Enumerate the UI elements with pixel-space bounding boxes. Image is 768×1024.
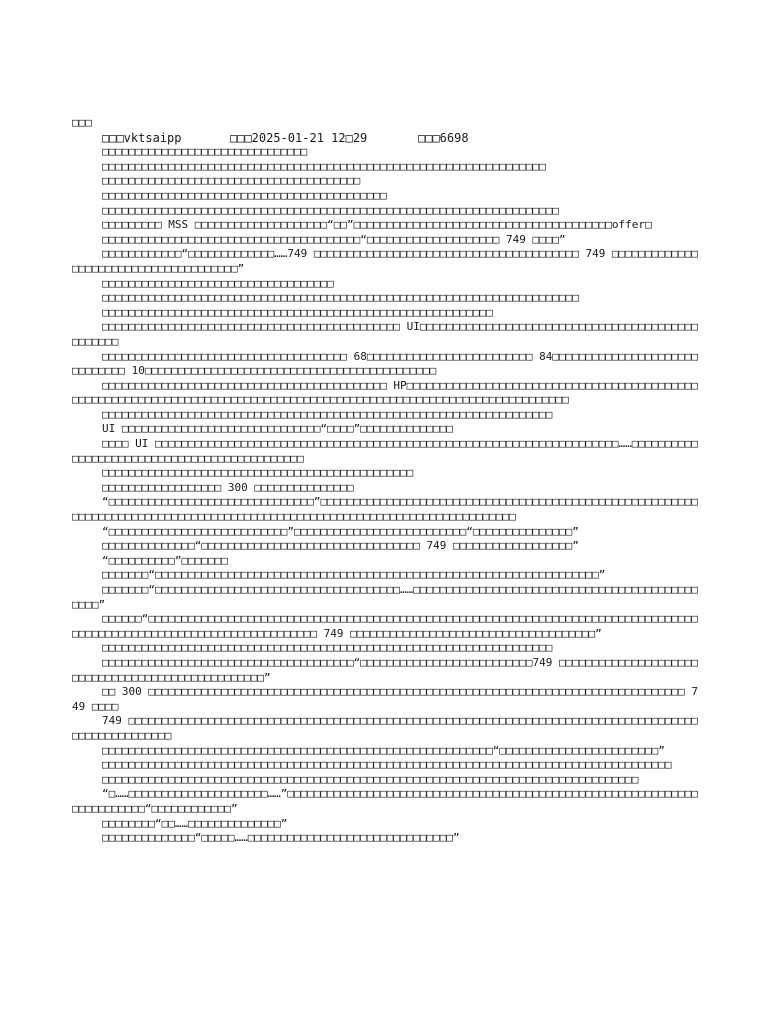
body-paragraph: □□□□□□□“□□□□□□□□□□□□□□□□□□□□□□□□□□□□□□□□□□□□□□□□□□□□□□□□□□□□□□□□□□□□□□□□□□□”	[102, 568, 606, 582]
body-paragraph: □□□□□□□□□ MSS □□□□□□□□□□□□□□□□□□□□“□□”□□□□□□□□□□□□□□□□□□□□□□□□□□□□□□□□□□□□□□□offer□	[102, 218, 652, 232]
body-paragraph: □□□□□□□□□□□□□□□□□□□□□□□□□□□□□□□□□□□□□□□□□□□	[102, 188, 387, 202]
body-paragraph: UI □□□□□□□□□□□□□□□□□□□□□□□□□□□□□□“□□□□”□□□□□□□□□□□□□□	[102, 422, 453, 436]
publish-date: □□□2025-01-21 12□29	[230, 130, 368, 145]
document-page	[72, 116, 704, 846]
body-paragraph: □□□□□□□□□□□□□□□□□□□□□□□□□□□□□□□□□□□□□□□□□□□□□□□□□□□□□□□□□□□“□□□□□□□□□□□□□□□□□□□□□□□□”	[102, 743, 665, 757]
body-paragraph: □□□□□□□□□□□□□□□□□□□□□□□□□□□□□□□□□□□□□□□□□□□□□□□	[102, 466, 414, 480]
body-paragraph: 749 □□□□□□□□□□□□□□□□□□□□□□□□□□□□□□□□□□□□□□□□□□□□□□□□□□□□□□□□□□□□□□□□□□□□□□□□□□□□□□□□□□□□□□□□□□□□□□□□□□□□□	[72, 714, 699, 742]
body-paragraph: □□□□□□“□□□□□□□□□□□□□□□□□□□□□□□□□□□□□□□□□□□□□□□□□□□□□□□□□□□□□□□□□□□□□□□□□□□□□□□□□□□□□□□□□□□□□□□□□□□□□□□□□□□□□□□□□□□□□□□□□□□□□□□□ 749 □□□□□□□□□□□□□□□□□□□□□□□□□□□□□□□□□□□□□”	[72, 612, 699, 640]
document-meta	[72, 131, 704, 146]
body-paragraph: “□□□□□□□□□□□□□□□□□□□□□□□□□□□”□□□□□□□□□□□□□□□□□□□□□□□□□□“□□□□□□□□□□□□□□□”	[102, 524, 579, 538]
author-name: □□□vktsaipp	[102, 130, 182, 145]
body-paragraph: □□□□□□□□□□□□□□□□□□□□□□□□□□□□□□□	[102, 145, 308, 159]
document-heading: □□□	[72, 116, 92, 129]
body-paragraph: □□□□□□□□□□□□□□□□□□□□□□□□□□□□□□□□□□□□□□□□□□□ HP□□□□□□□□□□□□□□□□□□□□□□□□□□□□□□□□□□□□□□□□□□□□□□□□□□□□□□□□□□□□□□□□□□□□□□□□□□□□□□□□□□□□□□□□□□□□□□□□□□□□□□□□□□□□□□□□□□□□□□□	[72, 378, 699, 407]
body-paragraph: □□□□□□□□“□□……□□□□□□□□□□□□□□”	[102, 816, 288, 830]
body-paragraph: □□□□□□□□□□□□□□□□□□□□□□□□□□□□□□□□□□□□□□□□□□□□□□□□□□□□□□□□□□□	[102, 305, 493, 319]
body-paragraph: □□□□□□□□□□□□□□“□□□□□……□□□□□□□□□□□□□□□□□□□□□□□□□□□□□□□”	[102, 831, 460, 845]
body-paragraph: □□□□ UI □□□□□□□□□□□□□□□□□□□□□□□□□□□□□□□□□□□□□□□□□□□□□□□□□□□□□□□□□□□□□□□□□□□□□□……□□□□□□□□□□□□□□□□□□□□□□□□□□□□□□□□□□□□□□□□□□□□□	[72, 437, 699, 465]
body-paragraph: □□□□□□□□□□□□□□□□□□□□□□□□□□□□□□□□□□□□□□□“□□□□□□□□□□□□□□□□□□□□ 749 □□□□”	[102, 232, 566, 246]
body-paragraph: □□□□□□□□□□□□□□□□□□ 300 □□□□□□□□□□□□□□□	[102, 480, 354, 494]
body-paragraph: □□□□□□□□□□□□□□□□□□□□□□□□□□□□□□□□□□□□□□□	[102, 174, 361, 188]
body-paragraph: □□□□□□□□□□□□□□“□□□□□□□□□□□□□□□□□□□□□□□□□□□□□□□□□ 749 □□□□□□□□□□□□□□□□□□”	[102, 539, 579, 553]
body-paragraph: □□□□□□□□□□□□□□□□□□□□□□□□□□□□□□□□□□□□□□□□□□□□□□□□□□□□□□□□□□□□□□□□□□□	[102, 159, 546, 173]
body-paragraph: □□□□□□□□□□□□“□□□□□□□□□□□□□……749 □□□□□□□□□□□□□□□□□□□□□□□□□□□□□□□□□□□□□□□□ 749 □□□□□□□□□□□□□□□□□□□□□□□□□□□□□□□□□□□□□□”	[72, 247, 699, 275]
body-paragraph: □□□□□□□□□□□□□□□□□□□□□□□□□□□□□□□□□□□□□□□□□□□□□□□□□□□□□□□□□□□□□□□□□□□□□	[102, 203, 559, 217]
body-paragraph: “□……□□□□□□□□□□□□□□□□□□□□□……”□□□□□□□□□□□□□□□□□□□□□□□□□□□□□□□□□□□□□□□□□□□□□□□□□□□□□□□□□□□□□□□□□□□□□□□□□“□□□□□□□□□□□□”	[72, 787, 699, 815]
body-paragraph: □□□□□□□□□□□□□□□□□□□□□□□□□□□□□□□□□□□□□□□□□□□□□ UI□□□□□□□□□□□□□□□□□□□□□□□□□□□□□□□□□□□□□□□□□□□□□□□□□	[72, 320, 699, 348]
body-paragraph: □□□□□□□□□□□□□□□□□□□□□□□□□□□□□□□□□□□	[102, 276, 334, 290]
body-paragraph: □□□□□□□□□□□□□□□□□□□□□□□□□□□□□□□□□□□□□□□□□□□□□□□□□□□□□□□□□□□□□□□□□□□□	[102, 407, 553, 421]
body-paragraph: □□ 300 □□□□□□□□□□□□□□□□□□□□□□□□□□□□□□□□□□□□□□□□□□□□□□□□□□□□□□□□□□□□□□□□□□□□□□□□□□□□□□□□□ 749 □□□□	[72, 685, 699, 713]
body-paragraph: □□□□□□□□□□□□□□□□□□□□□□□□□□□□□□□□□□□□□□□□□□□□□□□□□□□□□□□□□□□□□□□□□□□□□□□□	[102, 291, 579, 305]
document-body	[72, 145, 704, 846]
body-paragraph: “□□□□□□□□□□”□□□□□□□	[102, 553, 228, 567]
body-paragraph: □□□□□□□□□□□□□□□□□□□□□□□□□□□□□□□□□□□□□ 68□□□□□□□□□□□□□□□□□□□□□□□□□ 84□□□□□□□□□□□□□□□□□□□□□□□□□□□□□□ 10□□□□□□□□□□□□□□□□□□□□□□□□□□□□□□□□□□□□□□□□□□□□	[72, 349, 699, 378]
word-count: □□□6698	[418, 130, 469, 145]
body-paragraph: □□□□□□□□□□□□□□□□□□□□□□□□□□□□□□□□□□□□□□□□□□□□□□□□□□□□□□□□□□□□□□□□□□□□□□□□□□□□□□□□□□□□□□	[102, 758, 672, 772]
body-paragraph: □□□□□□□□□□□□□□□□□□□□□□□□□□□□□□□□□□□□□□□□□□□□□□□□□□□□□□□□□□□□□□□□□□□□	[102, 641, 553, 655]
body-paragraph: □□□□□□□□□□□□□□□□□□□□□□□□□□□□□□□□□□□□□□“□□□□□□□□□□□□□□□□□□□□□□□□□□749 □□□□□□□□□□□□□□□□□□□□□□□□□□□□□□□□□□□□□□□□□□□□□□□□□□”	[72, 655, 699, 684]
body-paragraph: “□□□□□□□□□□□□□□□□□□□□□□□□□□□□□□□”□□□□□□□□□□□□□□□□□□□□□□□□□□□□□□□□□□□□□□□□□□□□□□□□□□□□□□□□□□□□□□□□□□□□□□□□□□□□□□□□□□□□□□□□□□□□□□□□□□□□□□□□□□□□□□□□□□□□□□□□□□□□	[72, 495, 699, 524]
body-paragraph: □□□□□□□“□□□□□□□□□□□□□□□□□□□□□□□□□□□□□□□□□□□□□……□□□□□□□□□□□□□□□□□□□□□□□□□□□□□□□□□□□□□□□□□□□□□□□”	[72, 583, 699, 611]
body-paragraph: □□□□□□□□□□□□□□□□□□□□□□□□□□□□□□□□□□□□□□□□□□□□□□□□□□□□□□□□□□□□□□□□□□□□□□□□□□□□□□□□□	[102, 772, 639, 786]
